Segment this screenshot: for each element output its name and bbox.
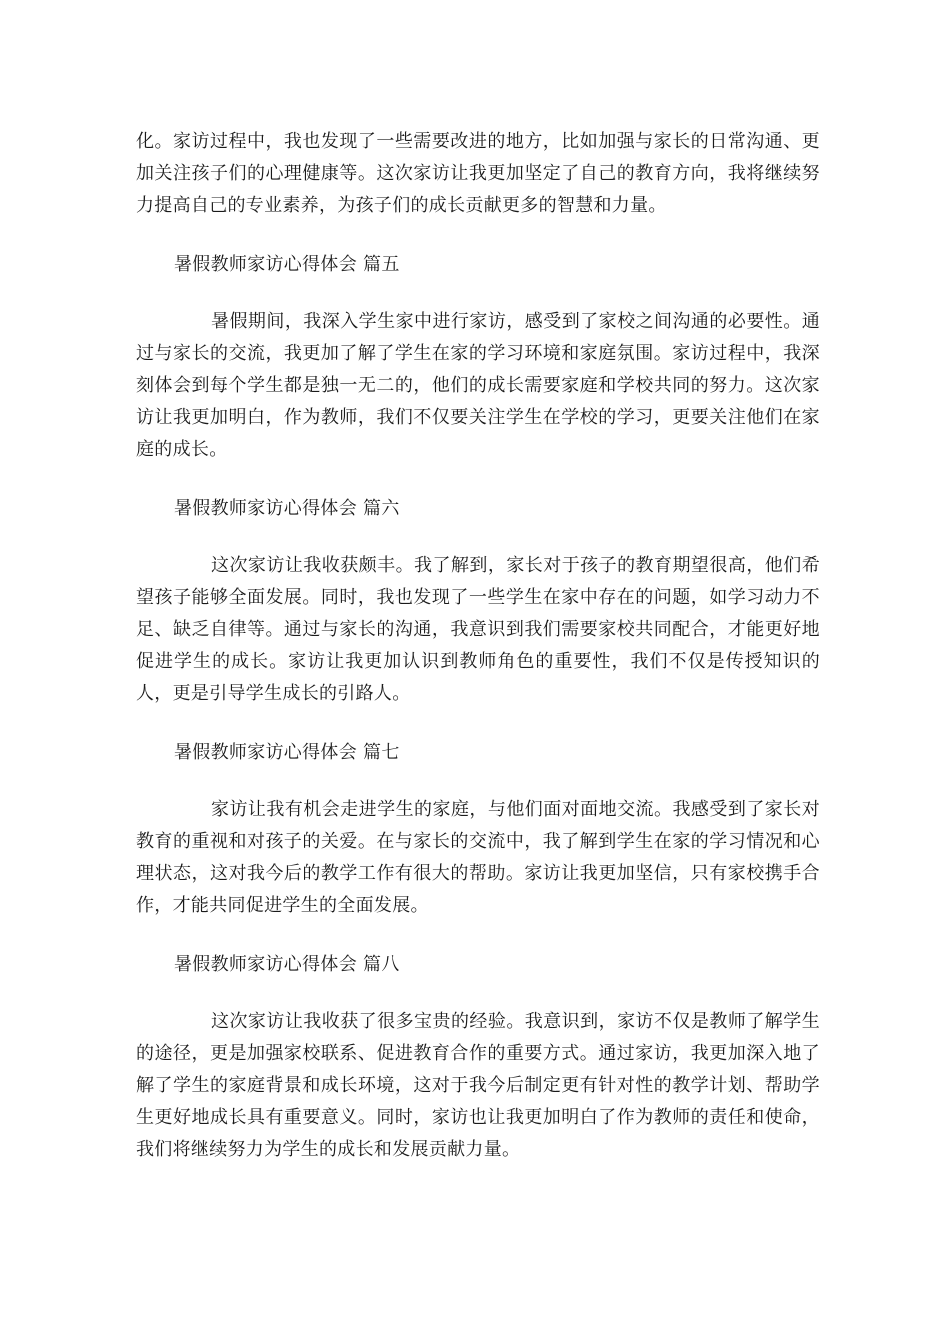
section-body-7: 家访让我有机会走进学生的家庭，与他们面对面地交流。我感受到了家长对教育的重视和对孩子的关爱。在与家长的交流中，我了解到学生在家的学习情况和心理状态，这对我今后的教学工作有很大的帮助。家访让我更加坚信，只有家校携手合作，才能共同促进学生的全面发展。 <box>136 799 820 916</box>
spacer <box>136 466 820 493</box>
section-heading-6: 暑假教师家访心得体会 篇六 <box>174 498 400 519</box>
section-heading-8: 暑假教师家访心得体会 篇八 <box>174 954 400 975</box>
spacer <box>136 525 820 550</box>
spacer <box>136 281 820 306</box>
intro-paragraph: 化。家访过程中，我也发现了一些需要改进的地方，比如加强与家长的日常沟通、更加关注孩子们的心理健康等。这次家访让我更加坚定了自己的教育方向，我将继续努力提高自己的专业素养，为孩子们的成长贡献更多的智慧和力量。 <box>136 131 820 216</box>
spacer <box>136 710 820 737</box>
section-heading-5: 暑假教师家访心得体会 篇五 <box>174 254 400 275</box>
spacer <box>136 769 820 794</box>
spacer <box>136 922 820 949</box>
section-heading-7: 暑假教师家访心得体会 篇七 <box>174 742 400 763</box>
section-body-6: 这次家访让我收获颇丰。我了解到，家长对于孩子的教育期望很高，他们希望孩子能够全面发展。同时，我也发现了一些学生在家中存在的问题，如学习动力不足、缺乏自律等。通过与家长的沟通，我意识到我们需要家校共同配合，才能更好地促进学生的成长。家访让我更加认识到教师角色的重要性，我们不仅是传授知识的人，更是引导学生成长的引路人。 <box>136 555 820 704</box>
spacer <box>136 222 820 249</box>
document-page <box>136 126 820 1166</box>
spacer <box>136 981 820 1006</box>
section-body-8: 这次家访让我收获了很多宝贵的经验。我意识到，家访不仅是教师了解学生的途径，更是加强家校联系、促进教育合作的重要方式。通过家访，我更加深入地了解了学生的家庭背景和成长环境，这对于我今后制定更有针对性的教学计划、帮助学生更好地成长具有重要意义。同时，家访也让我更加明白了作为教师的责任和使命，我们将继续努力为学生的成长和发展贡献力量。 <box>136 1011 820 1160</box>
section-body-5: 暑假期间，我深入学生家中进行家访，感受到了家校之间沟通的必要性。通过与家长的交流，我更加了解了学生在家的学习环境和家庭氛围。家访过程中，我深刻体会到每个学生都是独一无二的，他们的成长需要家庭和学校共同的努力。这次家访让我更加明白，作为教师，我们不仅要关注学生在学校的学习，更要关注他们在家庭的成长。 <box>136 311 820 460</box>
